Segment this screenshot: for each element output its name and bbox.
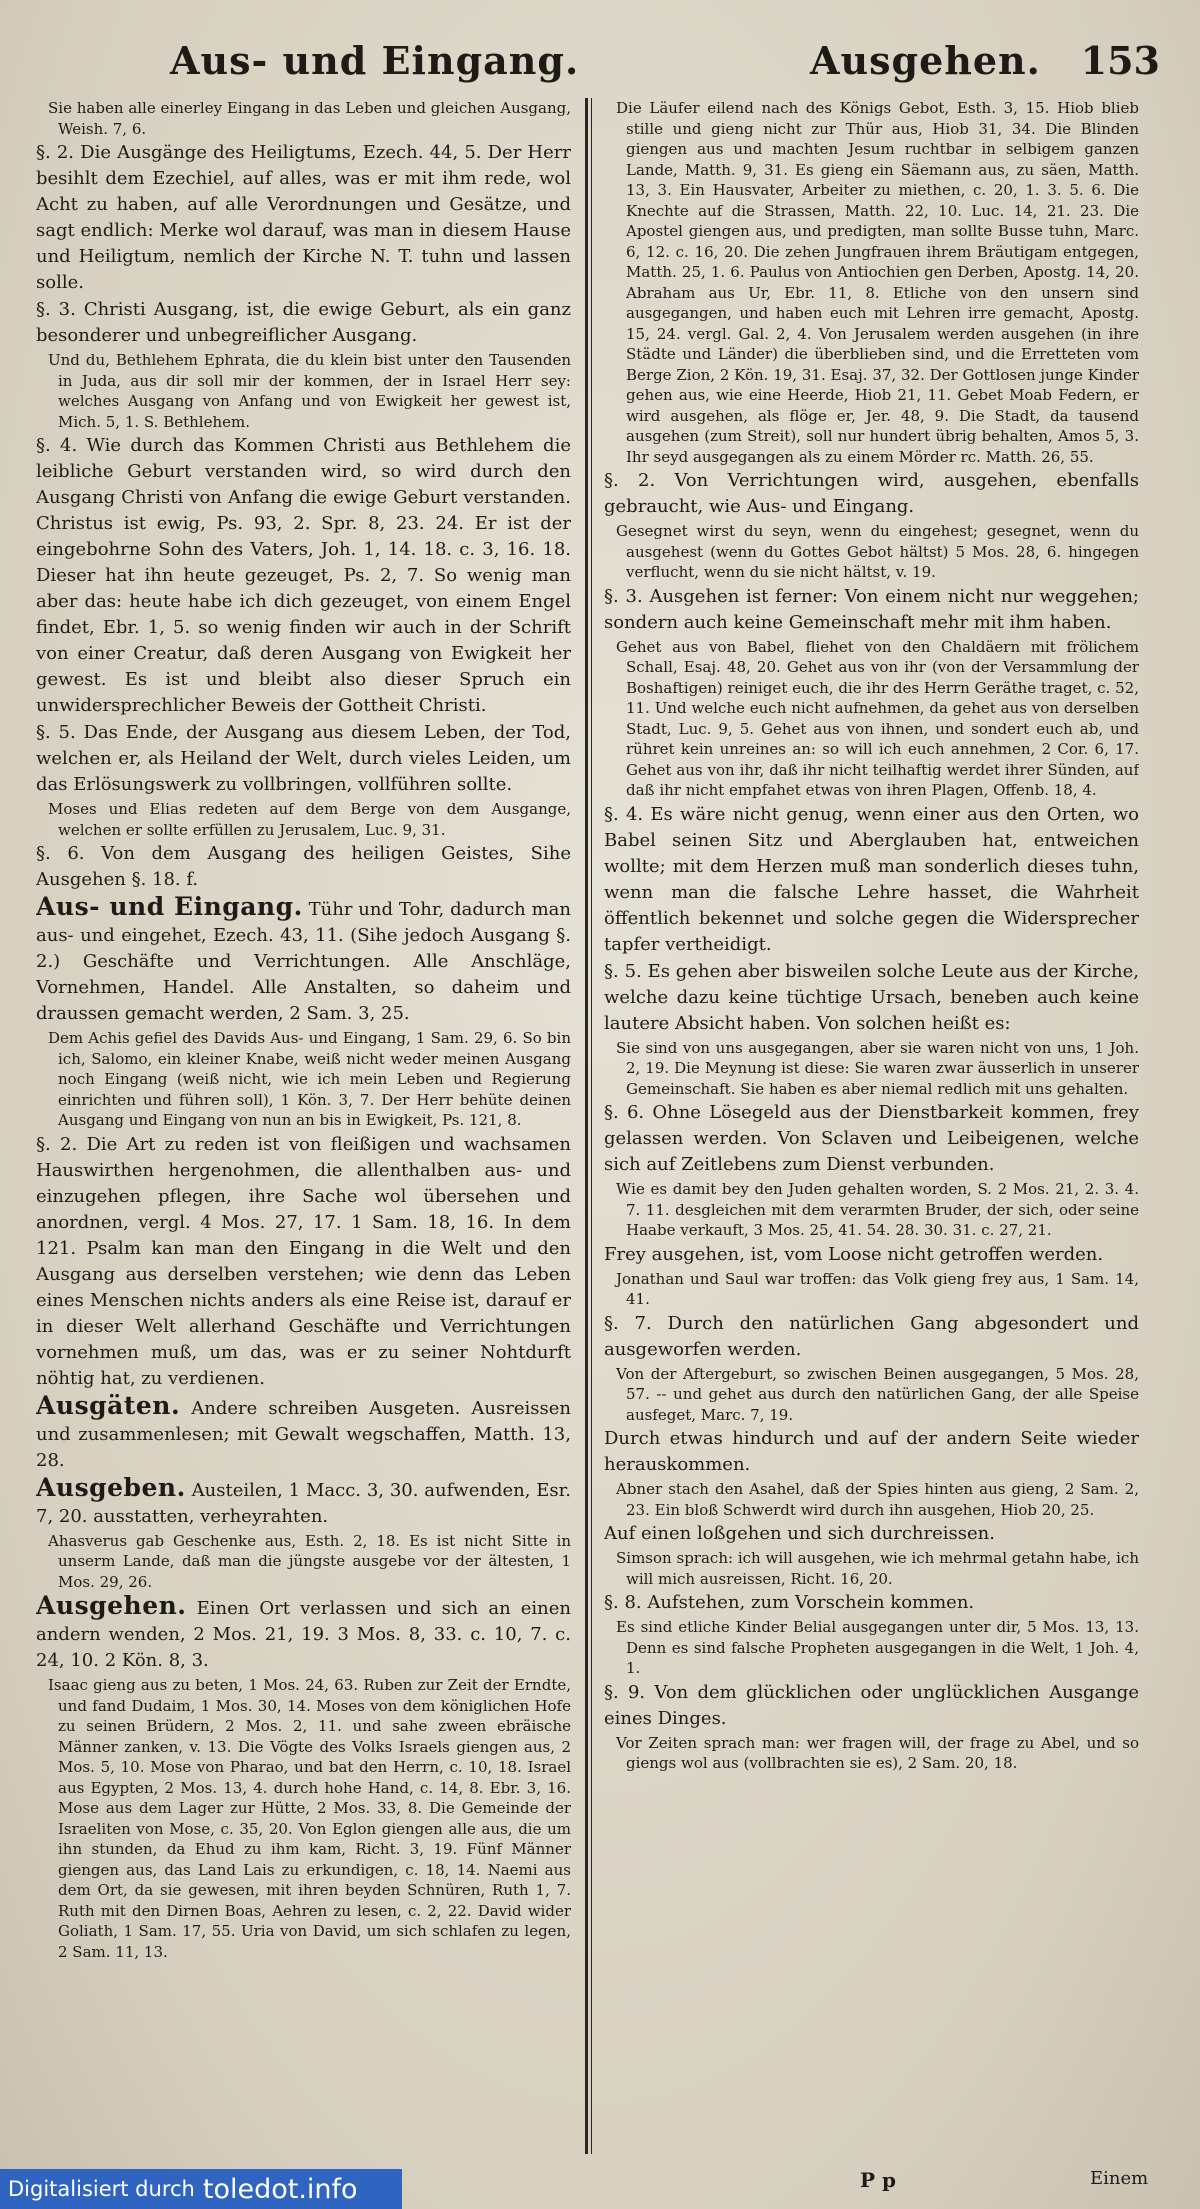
lemma-definition: Andere schreiben Ausgeten. Ausreissen und zusammenlesen; mit Gewalt wegschaffen, Matth. 13, 28. bbox=[36, 1397, 571, 1471]
column-rule bbox=[585, 98, 588, 2154]
scripture-quote: Es sind etliche Kinder Belial ausgegangen unter dir, 5 Mos. 13, 13. Denn es sind falsche Propheten ausgegangen in die Welt, 1 Joh. 4, 1. bbox=[616, 1618, 1139, 1677]
paragraph: Auf einen loßgehen und sich durchreissen. bbox=[604, 1523, 995, 1544]
scripture-quote: Gehet aus von Babel, fliehet von den Chaldäern mit frölichem Schall, Esaj. 48, 20. Gehet aus von ihr (von der Versammlung der Boshaftigen) reiniget euch, die ihr des Herrn Geräthe traget, c. 52, 11. Und welche euch nicht aufnehmen, da gehet aus von derselben Stadt, Luc. 9, 5. Gehet aus von ihnen, und sondert euch ab, und rühret kein unreines an: so will ich euch annehmen, 2 Cor. 6, 17. Gehet aus von ihr, daß ihr nicht teilhaftig werdet ihrer Sünden, auf daß ihr nicht empfahet etwas von ihren Plagen, Offenb. 18, 4. bbox=[616, 637, 1139, 799]
banner-site-link[interactable]: toledot.info bbox=[202, 2173, 358, 2205]
lemma-definition: Einen Ort verlassen und sich an einen andern wenden, 2 Mos. 21, 19. 3 Mos. 8, 33. c. 10, 7. c. 24, 10. 2 Kön. 8, 3. bbox=[36, 1598, 571, 1671]
banner-prefix: Digitalisiert durch bbox=[8, 2177, 195, 2201]
scripture-quote: Gesegnet wirst du seyn, wenn du eingehest; gesegnet, wenn du ausgehest (wenn du Gottes Gebot hältst) 5 Mos. 28, 6. hingegen verflucht, wenn du sie nicht hältst, v. 19. bbox=[616, 522, 1139, 581]
lemma-headword: Aus- und Eingang. bbox=[36, 892, 303, 921]
left-column bbox=[36, 98, 571, 2148]
scripture-quote: Isaac gieng aus zu beten, 1 Mos. 24, 63. Ruben zur Zeit der Erndte, und fand Dudaim, 1 Mos. 30, 14. Moses von dem königlichen Hofe zu seinen Brüdern, 2 Mos. 2, 11. und sahe zween ebräische Männer zanken, v. 13. Die Vögte des Volks Israels giengen aus, 2 Mos. 5, 10. Mose von Pharao, und bat den Herrn, c. 10, 18. Israel aus Egypten, 2 Mos. 13, 4. durch hohe Hand, c. 14, 8. Ebr. 3, 16. Mose aus dem Lager zur Hütte, 2 Mos. 33, 8. Die Gemeinde der Israeliten von Mose, c. 35, 20. Von Eglon giengen alle aus, die um ihn stunden, da Ehud zu ihm kam, Richt. 3, 19. Fünf Männer giengen aus, das Land Lais zu erkundigen, c. 18, 14. Naemi aus dem Ort, da sie gewesen, mit ihren beyden Schnüren, Ruth 1, 7. Ruth mit den Dirnen Boas, Aehren zu lesen, c. 2, 22. David wider Goliath, 1 Sam. 17, 55. Uria von David, um sich schlafen zu legen, 2 Sam. 11, 13. bbox=[48, 1676, 571, 1961]
paragraph: §. 2. Die Ausgänge des Heiligtums, Ezech. 44, 5. Der Herr besihlt dem Ezechiel, auf alles, was er mit ihm rede, wol Acht zu haben, auf alle Verordnungen und Gesätze, und sagt endlich: Merke wol darauf, was man in diesem Hause und Heiligtum, nemlich der Kirche N. T. tuhn und lassen solle. bbox=[36, 142, 571, 293]
right-column bbox=[604, 98, 1139, 2148]
paragraph: §. 6. Von dem Ausgang des heiligen Geistes, Sihe Ausgehen §. 18. f. bbox=[36, 843, 571, 890]
scripture-quote: Von der Aftergeburt, so zwischen Beinen ausgegangen, 5 Mos. 28, 57. -- und gehet aus durch den natürlichen Gang, der alle Speise ausfeget, Marc. 7, 19. bbox=[616, 1364, 1139, 1424]
paragraph: §. 8. Aufstehen, zum Vorschein kommen. bbox=[604, 1592, 975, 1613]
right-running-head: Ausgehen. bbox=[810, 38, 1041, 83]
lemma-entry bbox=[36, 1390, 571, 1474]
paragraph: §. 3. Ausgehen ist ferner: Von einem nicht nur weggehen; sondern auch keine Gemeinschaft mehr mit ihm haben. bbox=[604, 585, 1139, 633]
scripture-quote: Jonathan und Saul war troffen: das Volk gieng frey aus, 1 Sam. 14, 41. bbox=[616, 1269, 1139, 1308]
scripture-quote: Und du, Bethlehem Ephrata, die du klein bist unter den Tausenden in Juda, aus dir soll mir der kommen, der in Israel Herr sey: welches Ausgang von Anfang und von Ewigkeit her gewest ist, Mich. 5, 1. S. Bethlehem. bbox=[48, 351, 571, 431]
scripture-quote: Abner stach den Asahel, daß der Spies hinten aus gieng, 2 Sam. 2, 23. Ein bloß Schwerdt wird durch ihn ausgehen, Hiob 20, 25. bbox=[616, 1480, 1139, 1519]
scripture-quote: Simson sprach: ich will ausgehen, wie ich mehrmal getahn habe, ich will mich ausreissen, Richt. 16, 20. bbox=[616, 1549, 1139, 1588]
scripture-quote: Sie sind von uns ausgegangen, aber sie waren nicht von uns, 1 Joh. 2, 19. Die Meynung ist diese: Sie waren zwar äusserlich in unserer Gemeinschaft. Sie haben es aber niemal redlich mit uns gehalten. bbox=[616, 1038, 1139, 1098]
scripture-quote: Vor Zeiten sprach man: wer fragen will, der frage zu Abel, und so giengs wol aus (vollbrachten sie es), 2 Sam. 20, 18. bbox=[616, 1733, 1139, 1772]
scripture-quote: Dem Achis gefiel des Davids Aus- und Eingang, 1 Sam. 29, 6. So bin ich, Salomo, ein kleiner Knabe, weiß nicht weder meinen Ausgang noch Eingang (weiß nicht, wie ich mein Leben und Regierung einrichten und führen soll), 1 Kön. 3, 7. Der Herr behüte deinen Ausgang und Eingang von nun an bis in Ewigkeit, Ps. 121, 8. bbox=[48, 1029, 571, 1129]
scripture-quote: Wie es damit bey den Juden gehalten worden, S. 2 Mos. 21, 2. 3. 4. 7. 11. desgleichen mit dem verarmten Bruder, der sich, oder seine Haabe verkauft, 3 Mos. 25, 41. 54. 28. 30. 31. c. 27, 21. bbox=[616, 1180, 1139, 1239]
paragraph: §. 6. Ohne Lösegeld aus der Dienstbarkeit kommen, frey gelassen werden. Von Sclaven und Leibeigenen, welche sich auf Zeitlebens zum Dienst verbunden. bbox=[604, 1102, 1139, 1175]
paragraph: §. 4. Wie durch das Kommen Christi aus Bethlehem die leibliche Geburt verstanden wird, so wird durch den Ausgang Christi von Anfang die ewige Geburt verstanden. Christus ist ewig, Ps. 93, 2. Spr. 8, 23. 24. Er ist der eingebohrne Sohn des Vaters, Joh. 1, 14. 18. c. 3, 16. 18. Dieser hat ihn heute gezeuget, Ps. 2, 7. So wenig man aber das: heute habe ich dich gezeuget, von einem Engel findet, Ebr. 1, 5. so wenig finden wir auch in der Schrift von einer Creatur, daß deren Ausgang von Ewigkeit her gewest. Es ist und bleibt also dieser Spruch ein unwidersprechlicher Beweis der Gottheit Christi. bbox=[36, 435, 571, 716]
signature-mark: P p bbox=[860, 2168, 896, 2192]
page-number: 153 bbox=[1080, 38, 1160, 83]
paragraph: §. 3. Christi Ausgang, ist, die ewige Geburt, als ein ganz besonderer und unbegreiflicher Ausgang. bbox=[36, 299, 571, 346]
paragraph: §. 5. Es gehen aber bisweilen solche Leute aus der Kirche, welche dazu keine tüchtige Ursach, beneben auch keine lautere Absicht haben. Von solchen heißt es: bbox=[604, 960, 1139, 1034]
paragraph: §. 4. Es wäre nicht genug, wenn einer aus den Orten, wo Babel seinen Sitz und Aberglauben hat, entweichen wollte; mit dem Herzen muß man sonderlich dieses tuhn, wenn man die falsche Lehre hasset, die Wahrheit öffentlich bekennet und solche gegen die Widersprecher tapfer vertheidigt. bbox=[604, 803, 1139, 955]
paragraph: Durch etwas hindurch und auf der andern Seite wieder herauskommen. bbox=[604, 1428, 1139, 1475]
lemma-entry bbox=[36, 1593, 571, 1674]
scripture-quote: Ahasverus gab Geschenke aus, Esth. 2, 18. Es ist nicht Sitte in unserm Lande, daß man die jüngste ausgebe vor der ältesten, 1 Mos. 29, 26. bbox=[48, 1531, 571, 1591]
scripture-quote: Moses und Elias redeten auf dem Berge von dem Ausgange, welchen er sollte erfüllen zu Jerusalem, Luc. 9, 31. bbox=[48, 800, 571, 839]
paragraph: Frey ausgehen, ist, vom Loose nicht getroffen werden. bbox=[604, 1243, 1104, 1265]
catchword: Einem bbox=[1090, 2168, 1149, 2189]
paragraph: §. 2. Die Art zu reden ist von fleißigen und wachsamen Hauswirthen hergenohmen, die allenthalben aus- und einzugehen pflegen, ihre Sache wol übersehen und anordnen, vergl. 4 Mos. 27, 17. 1 Sam. 18, 16. In dem 121. Psalm kan man den Eingang in die Welt und den Ausgang aus derselben verstehen; wie denn das Leben eines Menschen nichts anders als eine Reise ist, darauf er in dieser Welt allerhand Geschäfte und Verrichtungen vornehmen muß, um das, was er zu seiner Nohtdurft nöhtig hat, zu verdienen. bbox=[36, 1133, 571, 1389]
paragraph: §. 9. Von dem glücklichen oder unglücklichen Ausgange eines Dinges. bbox=[604, 1681, 1139, 1729]
column-rule-thin bbox=[591, 98, 592, 2154]
paragraph: §. 7. Durch den natürlichen Gang abgesondert und ausgeworfen werden. bbox=[604, 1312, 1139, 1360]
left-running-head: Aus- und Eingang. bbox=[170, 38, 580, 83]
lemma-headword: Ausgeben. bbox=[36, 1472, 186, 1502]
lemma-headword: Ausgehen. bbox=[36, 1591, 187, 1620]
scripture-quote: Die Läufer eilend nach des Königs Gebot, Esth. 3, 15. Hiob blieb stille und gieng nicht zur Thür aus, Hiob 31, 34. Die Blinden giengen aus und machten Jesum ruchtbar in selbigem ganzen Lande, Matth. 9, 31. Es gieng ein Säemann aus, zu säen, Matth. 13, 3. Ein Hausvater, Arbeiter zu miethen, c. 20, 1. 3. 5. 6. Die Knechte auf die Strassen, Matth. 22, 10. Luc. 14, 21. 23. Die Apostel giengen aus, und predigten, man sollte Busse tuhn, Marc. 6, 12. c. 16, 20. Die zehen Jungfrauen ihrem Bräutigam entgegen, Matth. 25, 1. 6. Paulus von Antiochien gen Derben, Apostg. 14, 20. Abraham aus Ur, Ebr. 11, 8. Etliche von den unsern sind ausgegangen, und haben euch mit Lehren irre gemacht, Apostg. 15, 24. vergl. Gal. 2, 4. Von Jerusalem werden ausgehen (in ihre Städte und Länder) die überblieben sind, und die Erretteten vom Berge Zion, 2 Kön. 19, 31. Esaj. 37, 32. Der Gottlosen junge Kinder gehen aus, wie eine Heerde, Hiob 21, 11. Gebet Moab Federn, er wird ausgehen, als flöge er, Jer. 48, 9. Die Stadt, da tausend ausgehen (zum Streit), soll nur hundert übrig behalten, Amos 5, 3. Ihr seyd ausgegangen als zu einem Mörder rc. Matth. 26, 55. bbox=[616, 99, 1139, 466]
paragraph: §. 5. Das Ende, der Ausgang aus diesem Leben, der Tod, welchen er, als Heiland der Welt, durch vieles Leiden, um das Erlösungswerk zu vollbringen, vollführen sollte. bbox=[36, 722, 571, 795]
digitization-banner[interactable] bbox=[0, 2169, 402, 2209]
lemma-definition: Tühr und Tohr, dadurch man aus- und eingehet, Ezech. 43, 11. (Sihe jedoch Ausgang §. 2.) Geschäfte und Verrichtungen. Alle Anschläge, Vornehmen, Handel. Alle Anstalten, so daheim und draussen gemacht werden, 2 Sam. 3, 25. bbox=[36, 899, 571, 1024]
scripture-quote: Sie haben alle einerley Eingang in das Leben und gleichen Ausgang, Weish. 7, 6. bbox=[48, 99, 571, 138]
lemma-entry bbox=[36, 1472, 571, 1530]
lemma-headword: Ausgäten. bbox=[36, 1390, 181, 1420]
page-header bbox=[40, 38, 1160, 98]
lemma-definition: Austeilen, 1 Macc. 3, 30. aufwenden, Esr. 7, 20. ausstatten, verheyrahten. bbox=[36, 1479, 571, 1527]
lemma-entry bbox=[36, 894, 571, 1027]
paragraph: §. 2. Von Verrichtungen wird, ausgehen, ebenfalls gebraucht, wie Aus- und Eingang. bbox=[604, 470, 1139, 517]
